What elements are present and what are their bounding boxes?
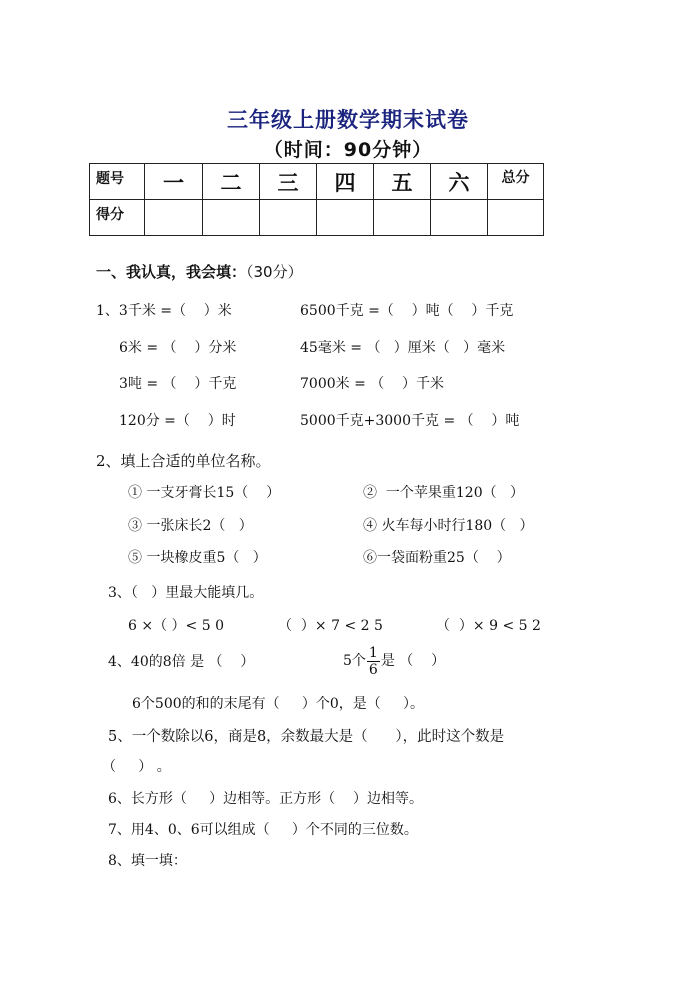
column-1-label: 一 (145, 164, 203, 200)
exam-title: 三年级上册数学期末试卷 (227, 108, 469, 132)
total-label: 总分 (488, 164, 544, 200)
q4-line-2: 6个500的和的末尾有（ ）个0，是（ ）。 (132, 696, 425, 712)
q3-part-3: （ ）× 9 < 5 2 (436, 618, 541, 634)
q4-fraction-suffix: 是 （ ） (380, 653, 446, 669)
q2-item-5: ⑤ 一块橡皮重5（ ） (128, 550, 267, 566)
q1-row4-left: 120分 =（ ）时 (119, 413, 236, 429)
question-number-label: 题号 (90, 164, 145, 200)
q2-item-4: ④ 火车每小时行180（ ） (363, 518, 534, 534)
score-table (89, 163, 544, 236)
q1-row2-right: 45毫米 = （ ）厘米（ ）毫米 (300, 340, 506, 356)
section-1-points: （30分） (246, 263, 303, 281)
q1-row4-right: 5000千克+3000千克 = （ ）吨 (300, 413, 520, 429)
q3-part-1: 6 ×（ ）< 5 0 (128, 618, 224, 634)
q1-row1-right: 6500千克 =（ ）吨（ ）千克 (300, 303, 514, 319)
score-cell-5 (374, 200, 431, 236)
q1-row2-left: 6米 = （ ）分米 (119, 340, 237, 356)
q1-row3-right: 7000米 = （ ）千米 (300, 376, 445, 392)
score-cell-3 (260, 200, 317, 236)
one-sixth-fraction (367, 646, 380, 677)
q6-text: 6、长方形（ ）边相等。正方形（ ）边相等。 (108, 791, 423, 807)
q2-stem: 2、填上合适的单位名称。 (96, 452, 271, 470)
q2-item-6: ⑥一袋面粉重25（ ） (363, 550, 511, 566)
score-cell-4 (317, 200, 374, 236)
score-cell-2 (203, 200, 260, 236)
column-2-label: 二 (203, 164, 260, 200)
q5-line-1: 5、一个数除以6，商是8，余数最大是（ ），此时这个数是 (108, 729, 505, 745)
q7-text: 7、用4、0、6可以组成（ ）个不同的三位数。 (108, 822, 418, 838)
q3-stem: 3、（ ）里最大能填几。 (108, 585, 264, 601)
q4-fraction-prefix: 5个 (343, 653, 366, 669)
q4-part-b (343, 643, 445, 679)
score-label: 得分 (90, 200, 145, 236)
fraction-denominator: 6 (368, 661, 378, 678)
column-3-label: 三 (260, 164, 317, 200)
q5-line-2: （ ） 。 (102, 759, 171, 775)
score-cell-6 (431, 200, 488, 236)
column-5-label: 五 (374, 164, 431, 200)
column-6-label: 六 (431, 164, 488, 200)
score-cell-total (488, 200, 544, 236)
exam-duration: （时间：90分钟） (263, 139, 433, 161)
score-table-score-row (90, 200, 544, 236)
q2-item-3: ③ 一张床长2（ ） (128, 518, 253, 534)
q1-row1-left: 1、3千米 =（ ）米 (96, 303, 232, 319)
q8-text: 8、填一填： (108, 853, 187, 869)
section-1-heading (96, 263, 303, 281)
score-table-header-row (90, 164, 544, 200)
q4-part-a: 4、40的8倍 是 （ ） (108, 654, 255, 670)
fraction-numerator: 1 (368, 644, 378, 661)
q3-part-2: （ ）× 7 < 2 5 (278, 618, 383, 634)
section-1-title: 一、我认真，我会填： (96, 263, 247, 281)
column-4-label: 四 (317, 164, 374, 200)
q1-row3-left: 3吨 = （ ）千克 (119, 376, 237, 392)
q2-item-2: ② 一个苹果重120（ ） (363, 485, 524, 501)
score-cell-1 (145, 200, 203, 236)
q2-item-1: ① 一支牙膏长15（ ） (128, 485, 281, 501)
